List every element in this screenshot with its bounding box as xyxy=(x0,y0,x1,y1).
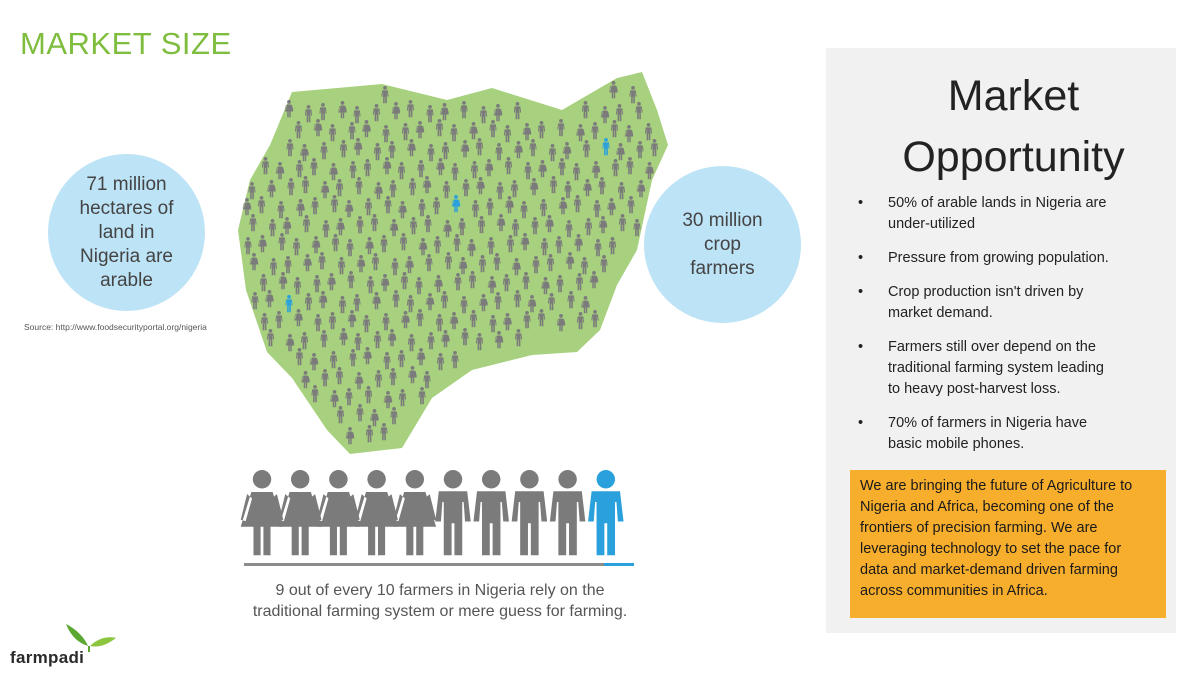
opportunity-item-line: • Farmers still over depend on the xyxy=(888,339,1096,355)
vision-statement-box xyxy=(850,470,1166,618)
opportunity-item-line: basic mobile phones. xyxy=(888,436,1025,452)
opportunity-item-line: • Pressure from growing population. xyxy=(888,250,1109,266)
ratio-person xyxy=(394,470,437,555)
crop-farmers-line: farmers xyxy=(690,257,755,279)
arable-land-line: hectares of xyxy=(79,197,174,219)
farmpadi-logo xyxy=(10,622,120,670)
vision-line: leveraging technology to set the pace for xyxy=(860,541,1122,557)
opportunity-item xyxy=(852,282,1172,324)
page-title: MARKET SIZE xyxy=(20,26,232,61)
vision-line: We are bringing the future of Agriculture to xyxy=(860,478,1133,494)
crop-farmers-line: 30 million xyxy=(682,209,763,231)
panel-title-line: Market xyxy=(947,72,1080,120)
arable-land-line: Nigeria are xyxy=(80,245,173,267)
nigeria-map xyxy=(232,70,668,454)
ratio-baseline xyxy=(244,563,604,566)
opportunity-list xyxy=(852,193,1172,468)
panel-title xyxy=(826,66,1200,188)
vision-line: frontiers of precision farming. We are xyxy=(860,520,1098,536)
opportunity-item xyxy=(852,337,1172,400)
ratio-person xyxy=(435,470,471,555)
opportunity-item-line: traditional farming system leading xyxy=(888,360,1104,376)
ratio-person xyxy=(241,470,284,555)
ratio-person xyxy=(550,470,586,555)
opportunity-item xyxy=(852,193,1172,235)
ratio-person xyxy=(279,470,322,555)
arable-land-line: land in xyxy=(98,221,155,243)
ratio-people-group xyxy=(241,470,624,555)
opportunity-item xyxy=(852,413,1172,455)
ratio-person xyxy=(317,470,360,555)
ratio-person-highlighted xyxy=(588,470,624,555)
vision-line: across communities in Africa. xyxy=(860,583,1048,599)
ratio-person xyxy=(355,470,398,555)
vision-line: data and market-demand driven farming xyxy=(860,562,1118,578)
arable-land-line: arable xyxy=(100,269,153,291)
ratio-person xyxy=(473,470,508,555)
opportunity-item-line: to heavy post-harvest loss. xyxy=(888,381,1061,397)
crop-farmers-circle xyxy=(644,166,801,323)
logo-text: farmpadi xyxy=(10,648,85,667)
opportunity-item xyxy=(852,248,1172,269)
arable-land-line: 71 million xyxy=(86,173,167,195)
arable-land-circle xyxy=(48,154,205,311)
opportunity-item-line: • 70% of farmers in Nigeria have xyxy=(888,415,1088,431)
opportunity-item-line: market demand. xyxy=(888,305,993,321)
crop-farmers-line: crop xyxy=(704,233,741,255)
panel-title-line: Opportunity xyxy=(902,133,1125,181)
ratio-person xyxy=(512,470,548,555)
farmers-ratio-graphic xyxy=(238,466,638,566)
opportunity-item-line: • Crop production isn't driven by xyxy=(888,284,1084,300)
ratio-baseline-highlight xyxy=(604,563,634,566)
source-note: Source: http://www.foodsecurityportal.org/nigeria xyxy=(24,322,207,332)
opportunity-item-line: under-utilized xyxy=(888,216,976,232)
vision-line: Nigeria and Africa, becoming one of the xyxy=(860,499,1114,515)
opportunity-item-line: • 50% of arable lands in Nigeria are xyxy=(888,195,1107,211)
farmers-caption: 9 out of every 10 farmers in Nigeria rely on the traditional farming system or mere guess for farming. xyxy=(252,582,628,620)
